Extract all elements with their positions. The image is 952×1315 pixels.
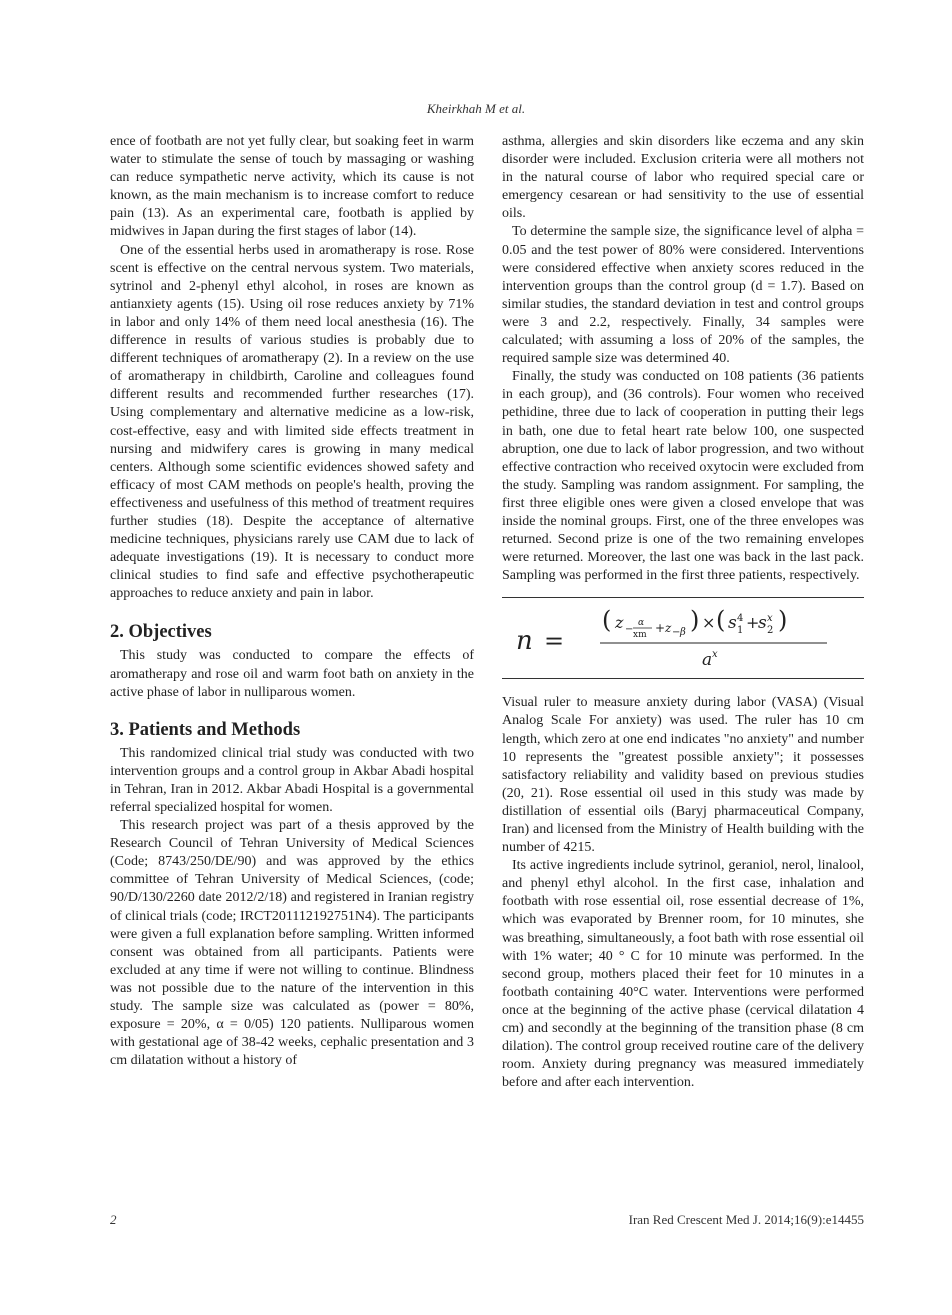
- formula-sub-1: 1: [737, 625, 744, 637]
- right-column: [502, 133, 864, 1092]
- formula-a: a: [702, 650, 713, 671]
- paragraph: Finally, the study was conducted on 108 patients (36 patients in each group), and (36 controls). Four women who received pethidine, three due to lack of cooperation in putting their legs in bath, one due to fetal heart rate below 100, one suspected abruption, one due to lack of labor progression, and two without effective contraction who received oxytocin were excluded from the study. Sampling was random assignment. For sampling, the first three eligible ones were given a closed envelope that was inside the nominal groups. First, one of the three envelopes was returned. Second prize is one of the two remaining envelopes were returned. Moreover, the last one was back in the last pack. Sampling was performed in the first three patients, respectively.: [502, 369, 864, 584]
- formula-s2: s: [758, 613, 767, 634]
- journal-citation: Iran Red Crescent Med J. 2014;16(9):e14455: [628, 1212, 864, 1227]
- formula-xm: xm: [633, 630, 647, 641]
- formula-sup-x: x: [767, 613, 773, 625]
- formula-denominator-sup-x: x: [712, 649, 718, 661]
- paragraph: Visual ruler to measure anxiety during labor (VASA) (Visual Analog Scale For anxiety) was used. The ruler has 10 cm length, which zero at one end indicates "no anxiety" and number 10 represents the "greatest possible anxiety"; it possesses satisfactory reliability and validity based on previous studies (20, 21). Rose essential oil used in this study was made by distillation of essential oils (Baryj pharmaceutical Company, Iran) and licensed from the Ministry of Health building with the number of 4215.: [502, 695, 864, 856]
- formula-equals: =: [544, 627, 565, 656]
- formula-s1: s: [728, 613, 737, 634]
- formula-lparen-2: (: [716, 606, 726, 635]
- paragraph: Its active ingredients include sytrinol, geraniol, nerol, linalool, and phenyl ethyl alcohol. In the first case, inhalation and footbath with rose essential oil, rose essential decrease of 1%, which was evaporated by Brenner room, for 10 minutes, she was breathing, simultaneously, a foot bath with rose essential oil with 1% water; 40 ° C for 10 minute was performed. In the second group, mothers placed their feet for 10 minutes in a footbath containing 40°C water. Interventions were performed once at the beginning of the active phase (cervical dilatation 4 cm) and secondly at the beginning of the transition phase (8 cm dilation). The control group received routine care of the delivery room. Anxiety during pregnancy was measured immediately before and after each intervention.: [502, 858, 864, 1091]
- page-number: 2: [110, 1212, 117, 1227]
- formula-minus-1: −: [625, 624, 634, 636]
- formula-z2: z: [665, 621, 672, 636]
- formula-rparen-1: ): [690, 606, 700, 635]
- formula-plus-2: +: [746, 613, 760, 633]
- formula-z1: z: [615, 613, 624, 633]
- paragraph: asthma, allergies and skin disorders like eczema and any skin disorder were included. Exclusion criteria were all mothers not in the natural course of labor who required special care or emergency cesarean or had sensitivity to the use of essential oils.: [502, 134, 864, 222]
- formula-sub-2: 2: [767, 625, 774, 637]
- section-heading-objectives: 2. Objectives: [110, 622, 212, 643]
- formula-sup-4: 4: [737, 613, 744, 625]
- formula-alpha: α: [638, 618, 645, 629]
- left-column: [110, 133, 474, 1070]
- paragraph: This study was conducted to compare the effects of aromatherapy and rose oil and warm foot bath on anxiety in the active phase of labor in nulliparous women.: [110, 648, 474, 700]
- formula-minus-2: −: [672, 627, 681, 639]
- formula-times: ×: [702, 613, 716, 633]
- formula-beta: β: [680, 627, 686, 639]
- section-heading-methods: 3. Patients and Methods: [110, 719, 301, 740]
- formula-lparen-1: (: [602, 606, 612, 635]
- formula-plus-1: +: [655, 621, 666, 636]
- formula-graphic: [502, 598, 864, 678]
- formula-rparen-2: ): [778, 606, 788, 635]
- paragraph: This research project was part of a thesis approved by the Research Council of Tehran University of Medical Sciences (Code; 8743/250/DE/90) and was approved by the ethics committee of Tehran University of Medical Sciences, (code; 90/D/130/2260 date 2012/2/18) and registered in Iranian registry of clinical trials (code; IRCT201112192751N4). The participants were given a full explanation before sampling. Written informed consent was obtained from all participants. Patients were excluded at any time if were not willing to continue. Blindness was not possible due to the nature of the intervention in this study. The sample size was calculated as (power = 80%, exposure = 20%, α = 0/05) 120 patients. Nulliparous women with gestational age of 38-42 weeks, cephalic presentation and 3 cm dilatation without a history of: [110, 818, 474, 1069]
- running-head: Kheirkhah M et al.: [426, 101, 526, 116]
- formula-n: n: [516, 626, 533, 657]
- sample-size-formula: [502, 597, 864, 679]
- paragraph: This randomized clinical trial study was conducted with two intervention groups and a control group in Akbar Abadi hospital in Tehran, Iran in 2012. Akbar Abadi Hospital is a governmental referral specialized hospital for women.: [110, 745, 474, 815]
- paragraph: ence of footbath are not yet fully clear, but soaking feet in warm water to stimulate the sense of touch by massaging or washing can reduce sympathetic nerve activity, which its cause is not known, as the main mechanism is to increase comfort to reduce pain (13). As an experimental care, footbath is applied by midwives in Japan during the first stages of labor (14).: [110, 134, 474, 240]
- paragraph: To determine the sample size, the significance level of alpha = 0.05 and the test power of 80% were considered. Interventions were considered effective when anxiety scores reduced in the intervention groups than the control group (d = 1.7). Based on similar studies, the standard deviation in test and control groups were 3 and 2.2, respectively. Finally, 34 samples were calculated; with assuming a loss of 20% of the samples, the required sample size was determined 40.: [502, 224, 864, 367]
- paragraph: One of the essential herbs used in aromatherapy is rose. Rose scent is effective on the central nervous system. Two materials, sytrinol and 2-phenyl ethyl alcohol, in roses are known as antianxiety agents (15). Using oil rose reduces anxiety by 71% in labor and only 14% of them need local anesthesia (16). The difference in results of various studies is probably due to different techniques of aromatherapy (2). In a review on the use of aromatherapy in childbirth, Caroline and colleagues found different results and recommended further researches (17). Using complementary and alternative medicine as a low-risk, cost-effective, easy and with limited side effects treatment in nursing and midwifery cares is growing in many medical centers. Although some scientific evidences showed safety and efficacy of most CAM methods on people's health, proving the effectiveness and usefulness of this method of treatment requires further studies (18). Despite the acceptance of alternative medicine techniques, physicians rarely use CAM due to lack of adequate investigations (19). It is necessary to conduct more clinical studies to find safe and effective psychotherapeutic approaches to reduce anxiety and pain in labor.: [110, 242, 474, 602]
